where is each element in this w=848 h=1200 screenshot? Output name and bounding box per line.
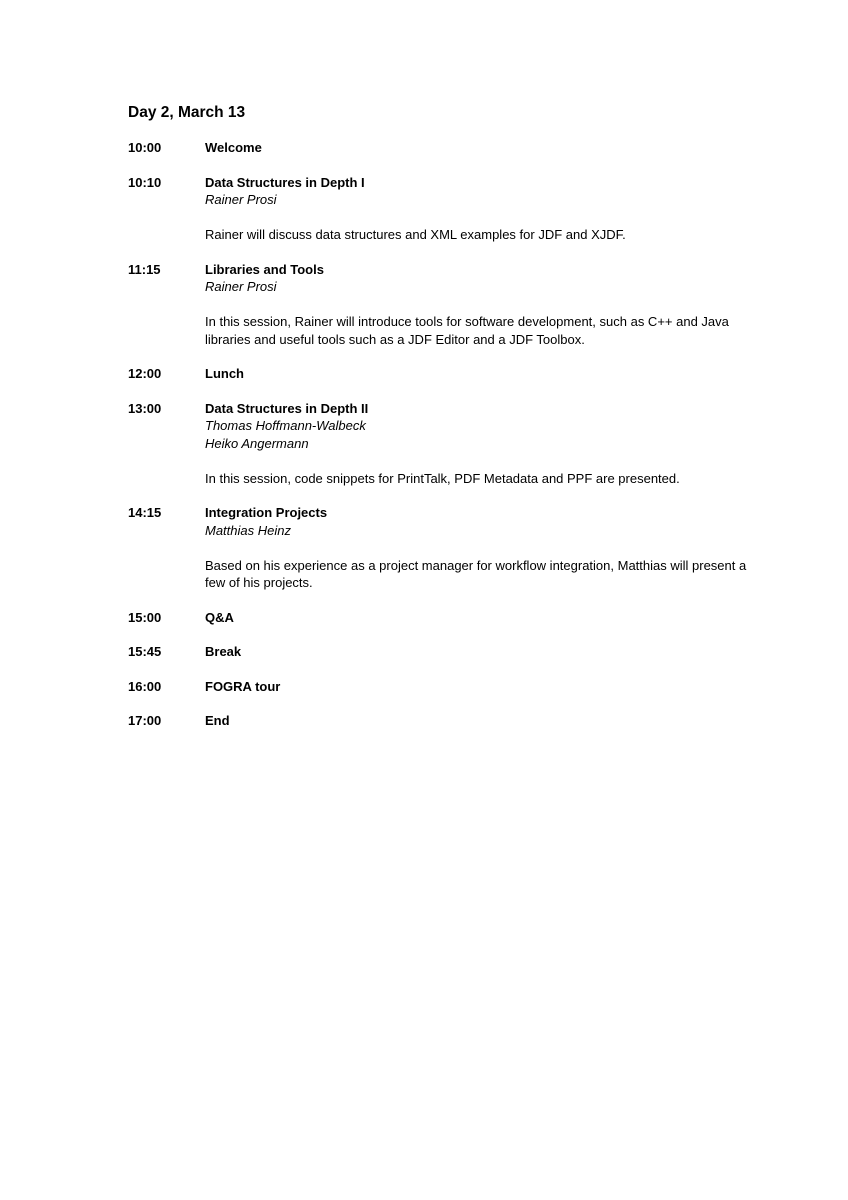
session-title: Lunch <box>205 366 244 381</box>
session-title: Welcome <box>205 140 262 155</box>
session-speaker: Rainer Prosi <box>205 192 277 207</box>
session-title: Break <box>205 644 242 659</box>
day-title: Day 2, March 13 <box>128 104 246 121</box>
session-1000 <box>128 139 748 157</box>
session-time: 11:15 <box>128 261 161 277</box>
session-content <box>205 609 748 627</box>
session-description: In this session, Rainer will introduce tools for software development, such as C++ and Java libraries and useful tools such as a JDF Editor and a JDF Toolbox. <box>205 314 729 347</box>
session-title: End <box>205 713 230 728</box>
session-time: 12:00 <box>128 366 162 381</box>
session-time: 10:00 <box>128 140 162 155</box>
session-1415 <box>128 504 748 592</box>
session-time: 17:00 <box>128 713 162 728</box>
session-time: 15:00 <box>128 609 162 625</box>
session-description: Based on his experience as a project manager for workflow integration, Matthias will present a few of his projects. <box>205 557 747 590</box>
session-speaker: Matthias Heinz <box>205 522 291 538</box>
session-content <box>205 139 748 157</box>
session-1545 <box>128 643 748 661</box>
session-content <box>205 174 748 244</box>
session-title: Integration Projects <box>205 505 328 520</box>
session-title: Data Structures in Depth I <box>205 174 365 190</box>
session-1300 <box>128 400 748 488</box>
session-1500 <box>128 609 748 627</box>
session-content <box>205 261 748 349</box>
session-time: 15:45 <box>128 644 162 659</box>
session-title: Data Structures in Depth II <box>205 400 369 416</box>
session-1600 <box>128 678 748 696</box>
session-1700 <box>128 712 748 730</box>
session-speaker: Heiko Angermann <box>205 435 309 451</box>
session-title: FOGRA tour <box>205 678 281 694</box>
session-content <box>205 504 748 592</box>
session-title: Q&A <box>205 609 234 625</box>
session-content <box>205 678 748 696</box>
agenda-page <box>128 103 748 747</box>
session-content <box>205 643 748 661</box>
session-description: Rainer will discuss data structures and XML examples for JDF and XJDF. <box>205 227 626 242</box>
session-content <box>205 365 748 383</box>
session-time: 10:10 <box>128 174 162 190</box>
session-1010 <box>128 174 748 244</box>
session-time: 13:00 <box>128 400 162 416</box>
session-1200 <box>128 365 748 383</box>
session-time: 14:15 <box>128 505 162 520</box>
session-time: 16:00 <box>128 678 162 694</box>
session-1115 <box>128 261 748 349</box>
session-description: In this session, code snippets for PrintTalk, PDF Metadata and PPF are presented. <box>205 470 680 486</box>
session-title: Libraries and Tools <box>205 261 324 277</box>
session-speaker: Rainer Prosi <box>205 279 277 294</box>
session-speaker: Thomas Hoffmann-Walbeck <box>205 418 366 433</box>
session-content <box>205 712 748 730</box>
session-content <box>205 400 748 488</box>
